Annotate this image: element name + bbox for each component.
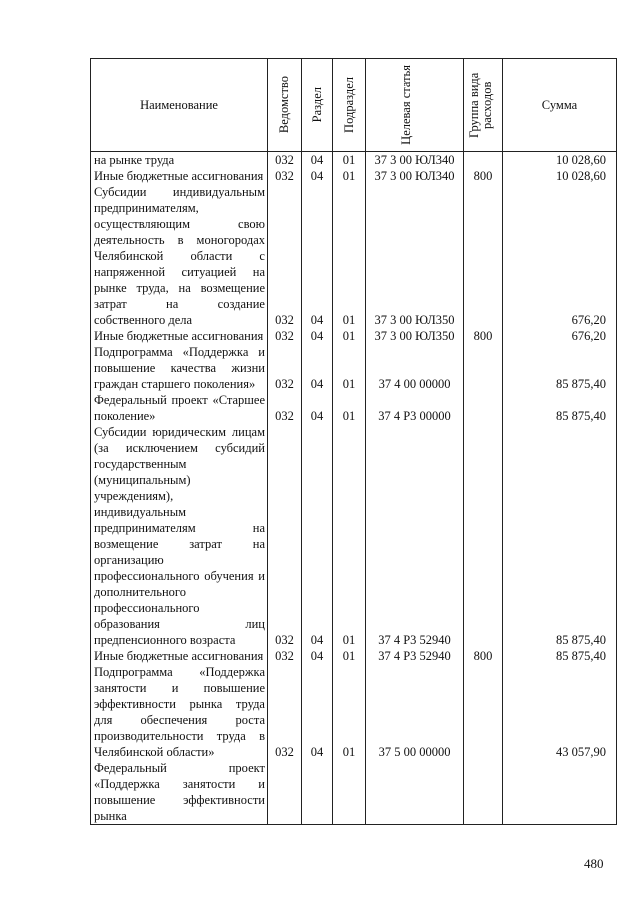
row-section: 04	[302, 152, 333, 169]
row-amount: 10 028,60	[503, 168, 617, 184]
header-expense-group: Группа вида расходов	[464, 59, 503, 152]
row-amount: 85 875,40	[503, 424, 617, 648]
row-group: 800	[464, 168, 503, 184]
row-subsection: 01	[333, 424, 366, 648]
table-row	[91, 760, 617, 825]
row-article: 37 3 00 ЮЛ340	[366, 152, 464, 169]
row-group: 800	[464, 648, 503, 664]
header-name: Наименование	[91, 59, 268, 152]
table-header	[91, 59, 617, 152]
row-amount: 85 875,40	[503, 648, 617, 664]
row-section: 04	[302, 328, 333, 344]
row-department: 032	[268, 328, 302, 344]
row-name: Иные бюджетные ассигнования	[91, 648, 268, 664]
row-group	[464, 152, 503, 169]
row-subsection	[333, 760, 366, 825]
row-name: Федеральный проект «Старшее поколение»	[91, 392, 268, 424]
row-department: 032	[268, 648, 302, 664]
table-row	[91, 184, 617, 328]
table-body	[91, 152, 617, 825]
table-row	[91, 152, 617, 169]
table-row	[91, 344, 617, 392]
row-amount: 676,20	[503, 184, 617, 328]
row-group	[464, 392, 503, 424]
row-amount: 676,20	[503, 328, 617, 344]
table-row	[91, 392, 617, 424]
row-group: 800	[464, 328, 503, 344]
row-department: 032	[268, 184, 302, 328]
table-row	[91, 648, 617, 664]
row-department: 032	[268, 344, 302, 392]
row-article: 37 4 P3 00000	[366, 392, 464, 424]
row-group	[464, 664, 503, 760]
row-name: Подпрограмма «Поддержка занятости и повышение эффективности рынка труда для обеспечения роста производительности труда в Челябинской области»	[91, 664, 268, 760]
row-name: Иные бюджетные ассигнования	[91, 168, 268, 184]
row-subsection: 01	[333, 152, 366, 169]
table-row	[91, 328, 617, 344]
row-amount	[503, 760, 617, 825]
row-section: 04	[302, 664, 333, 760]
row-article: 37 3 00 ЮЛ350	[366, 184, 464, 328]
row-name: Субсидии юридическим лицам (за исключением субсидий государственным (муниципальным) учреждениям), индивидуальным предпринимателям на возмещение затрат на организацию профессионального обучения и дополнительного профессионального образования лиц предпенсионного возраста	[91, 424, 268, 648]
row-section: 04	[302, 184, 333, 328]
header-subsection: Подраздел	[333, 59, 366, 152]
table-row	[91, 424, 617, 648]
row-department	[268, 760, 302, 825]
row-section: 04	[302, 392, 333, 424]
table-row	[91, 664, 617, 760]
row-section: 04	[302, 168, 333, 184]
row-subsection: 01	[333, 648, 366, 664]
row-amount: 43 057,90	[503, 664, 617, 760]
budget-table	[90, 58, 617, 825]
row-subsection: 01	[333, 328, 366, 344]
row-name: на рынке труда	[91, 152, 268, 169]
row-section	[302, 760, 333, 825]
row-amount: 10 028,60	[503, 152, 617, 169]
row-department: 032	[268, 152, 302, 169]
row-group	[464, 184, 503, 328]
row-name: Субсидии индивидуальным предпринимателям, осуществляющим свою деятельность в моногородах Челябинской области с напряженной ситуацией на рынке труда, на возмещение затрат на создание собственного дела	[91, 184, 268, 328]
row-department: 032	[268, 168, 302, 184]
row-article	[366, 760, 464, 825]
header-department: Ведомство	[268, 59, 302, 152]
row-name: Иные бюджетные ассигнования	[91, 328, 268, 344]
row-group	[464, 760, 503, 825]
row-section: 04	[302, 344, 333, 392]
row-name: Федеральный проект «Поддержка занятости и повышение эффективности рынка	[91, 760, 268, 825]
row-amount: 85 875,40	[503, 392, 617, 424]
row-article: 37 4 00 00000	[366, 344, 464, 392]
row-subsection: 01	[333, 392, 366, 424]
row-department: 032	[268, 664, 302, 760]
row-section: 04	[302, 648, 333, 664]
row-article: 37 3 00 ЮЛ350	[366, 328, 464, 344]
header-amount: Сумма	[503, 59, 617, 152]
row-department: 032	[268, 392, 302, 424]
row-group	[464, 424, 503, 648]
row-name: Подпрограмма «Поддержка и повышение качества жизни граждан старшего поколения»	[91, 344, 268, 392]
row-article: 37 4 P3 52940	[366, 648, 464, 664]
page-number: 480	[584, 856, 604, 871]
header-target-article: Целевая статья	[366, 59, 464, 152]
row-subsection: 01	[333, 184, 366, 328]
row-subsection: 01	[333, 664, 366, 760]
row-amount: 85 875,40	[503, 344, 617, 392]
row-subsection: 01	[333, 168, 366, 184]
table-row	[91, 168, 617, 184]
row-group	[464, 344, 503, 392]
header-section: Раздел	[302, 59, 333, 152]
row-section: 04	[302, 424, 333, 648]
row-article: 37 4 P3 52940	[366, 424, 464, 648]
row-article: 37 5 00 00000	[366, 664, 464, 760]
row-department: 032	[268, 424, 302, 648]
row-subsection: 01	[333, 344, 366, 392]
row-article: 37 3 00 ЮЛ340	[366, 168, 464, 184]
